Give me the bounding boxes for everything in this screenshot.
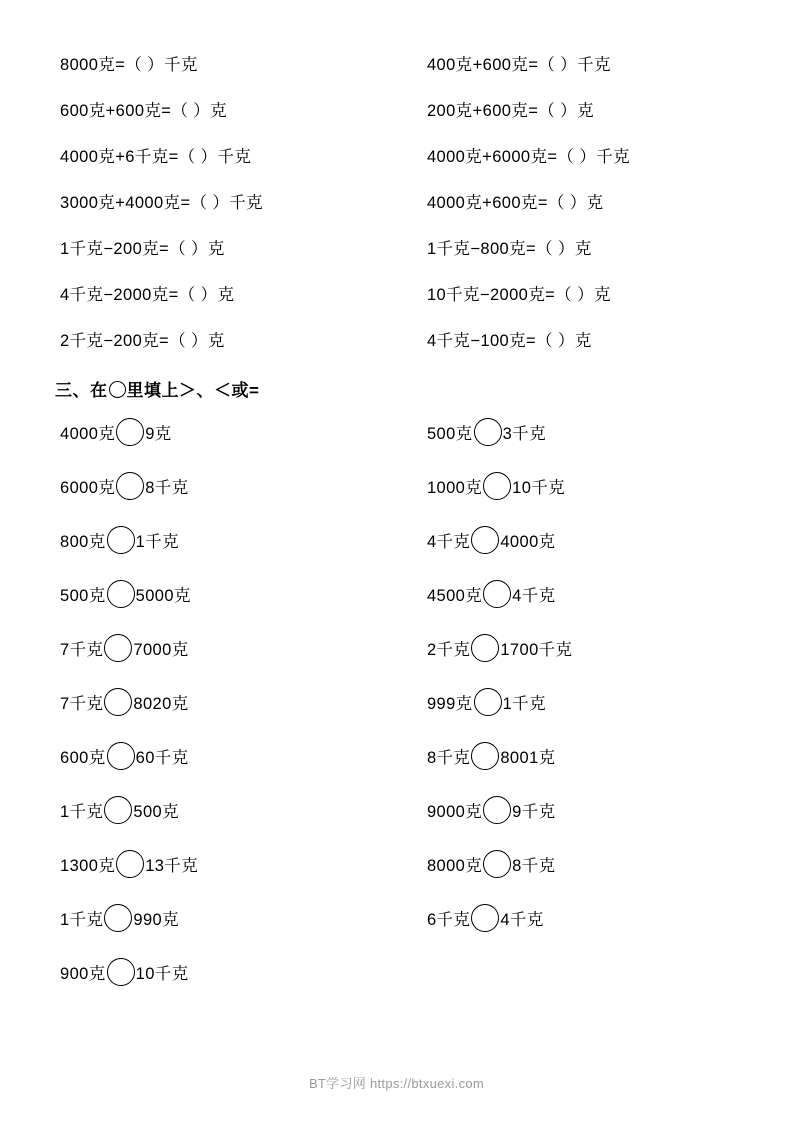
comparison-right-value: 1700千克	[500, 641, 573, 659]
comparison-circle-icon[interactable]	[107, 580, 135, 608]
comparison-right-value: 1千克	[135, 533, 180, 551]
comparison-left-value: 9000克	[426, 803, 483, 821]
comparison-right-value: 60千克	[135, 749, 189, 767]
comparison-item	[55, 688, 426, 716]
comparison-right-value: 1千克	[502, 695, 546, 713]
calculation-row	[55, 146, 738, 168]
calculation-item: 1千克−200克=（ ）克	[60, 240, 225, 258]
calculation-row	[55, 54, 738, 76]
comparison-row	[55, 581, 738, 607]
comparison-left-value: 800克	[60, 533, 106, 551]
section-heading-three	[55, 376, 738, 401]
comparison-item	[426, 526, 738, 554]
comparison-left-value: 6000克	[60, 479, 116, 497]
comparison-item	[426, 472, 738, 500]
comparison-circle-icon[interactable]	[107, 958, 135, 986]
calculation-item: 3000克+4000克=（ ）千克	[60, 194, 264, 212]
footer-watermark: BT学习网 https://btxuexi.com	[308, 1076, 485, 1091]
comparison-item	[55, 796, 426, 824]
comparison-right-value: 10千克	[135, 965, 189, 983]
calculation-row	[55, 100, 738, 122]
comparison-right-value: 8001克	[500, 749, 556, 767]
comparison-left-value: 500克	[426, 425, 473, 443]
comparison-left-value: 500克	[60, 587, 106, 605]
comparison-left-value: 1000克	[426, 479, 483, 497]
comparison-circle-icon[interactable]	[107, 526, 135, 554]
comparison-item	[426, 580, 738, 608]
comparison-left-value: 1300克	[60, 857, 116, 875]
comparison-row	[55, 905, 738, 931]
comparison-item	[55, 958, 426, 986]
comparison-left-value: 8千克	[426, 749, 471, 767]
calculation-row	[55, 284, 738, 306]
circle-icon	[109, 381, 126, 398]
comparison-row	[55, 797, 738, 823]
comparison-circle-icon[interactable]	[104, 904, 132, 932]
comparison-row	[55, 959, 738, 985]
comparison-circle-icon[interactable]	[116, 418, 144, 446]
calculation-item: 4000克+6000克=（ ）千克	[426, 148, 631, 166]
comparison-circle-icon[interactable]	[104, 634, 132, 662]
comparison-right-value: 8千克	[512, 857, 556, 875]
calculation-item: 8000克=（ ）千克	[60, 56, 198, 74]
comparison-right-value: 7000克	[133, 641, 189, 659]
comparison-row	[55, 851, 738, 877]
comparison-left-value: 4千克	[426, 533, 471, 551]
section-heading-suffix: 里填上＞、＜或=	[126, 381, 260, 400]
comparison-right-value: 10千克	[512, 479, 566, 497]
calculation-item: 4千克−100克=（ ）克	[426, 332, 592, 350]
comparison-row	[55, 689, 738, 715]
calculation-item: 1千克−800克=（ ）克	[426, 240, 592, 258]
comparison-left-value: 8000克	[426, 857, 483, 875]
comparison-circle-icon[interactable]	[104, 796, 132, 824]
comparison-item	[55, 418, 426, 446]
section-heading-prefix: 三、在	[55, 381, 108, 400]
comparison-circle-icon[interactable]	[471, 526, 499, 554]
comparison-item	[426, 850, 738, 878]
comparison-right-value: 4000克	[500, 533, 556, 551]
comparison-left-value: 7千克	[60, 695, 104, 713]
calculation-item: 400克+600克=（ ）千克	[426, 56, 611, 74]
comparison-item	[426, 796, 738, 824]
calculation-item: 4千克−2000克=（ ）克	[60, 286, 235, 304]
comparison-left-value: 1千克	[60, 803, 104, 821]
calculation-item: 2千克−200克=（ ）克	[60, 332, 225, 350]
comparison-left-value: 900克	[60, 965, 106, 983]
comparison-right-value: 8020克	[133, 695, 189, 713]
comparison-row	[55, 527, 738, 553]
comparison-circle-icon[interactable]	[116, 472, 144, 500]
comparison-right-value: 500克	[133, 803, 180, 821]
calculation-row	[55, 192, 738, 214]
comparison-circle-icon[interactable]	[483, 580, 511, 608]
comparison-circle-icon[interactable]	[471, 634, 499, 662]
comparison-left-value: 2千克	[426, 641, 471, 659]
comparison-left-value: 4000克	[60, 425, 116, 443]
comparison-right-value: 990克	[133, 911, 180, 929]
comparison-left-value: 6千克	[426, 911, 471, 929]
comparison-item	[55, 580, 426, 608]
comparison-item	[55, 526, 426, 554]
comparison-left-value: 999克	[426, 695, 473, 713]
comparison-right-value: 4千克	[512, 587, 556, 605]
comparison-right-value: 9千克	[512, 803, 556, 821]
comparison-item	[426, 742, 738, 770]
calculation-item: 4000克+6千克=（ ）千克	[60, 148, 252, 166]
comparison-circle-icon[interactable]	[483, 850, 511, 878]
comparison-section	[55, 419, 738, 985]
comparison-item	[55, 742, 426, 770]
comparison-left-value: 4500克	[426, 587, 483, 605]
calculation-row	[55, 238, 738, 260]
comparison-circle-icon[interactable]	[474, 688, 502, 716]
comparison-circle-icon[interactable]	[104, 688, 132, 716]
calculation-section	[55, 54, 738, 352]
comparison-circle-icon[interactable]	[107, 742, 135, 770]
comparison-right-value: 8千克	[145, 479, 189, 497]
comparison-row	[55, 419, 738, 445]
comparison-item	[426, 634, 738, 662]
calculation-item: 200克+600克=（ ）克	[426, 102, 594, 120]
comparison-circle-icon[interactable]	[471, 904, 499, 932]
calculation-item: 4000克+600克=（ ）克	[426, 194, 604, 212]
comparison-item	[426, 904, 738, 932]
comparison-circle-icon[interactable]	[116, 850, 144, 878]
comparison-left-value: 600克	[60, 749, 106, 767]
comparison-right-value: 9克	[145, 425, 172, 443]
comparison-item	[55, 472, 426, 500]
calculation-item: 10千克−2000克=（ ）克	[426, 286, 611, 304]
comparison-item	[55, 904, 426, 932]
comparison-left-value: 1千克	[60, 911, 104, 929]
comparison-item	[426, 418, 738, 446]
comparison-row	[55, 635, 738, 661]
comparison-right-value: 13千克	[145, 857, 199, 875]
comparison-item	[55, 634, 426, 662]
comparison-right-value: 4千克	[500, 911, 544, 929]
comparison-circle-icon[interactable]	[471, 742, 499, 770]
calculation-row	[55, 330, 738, 352]
comparison-row	[55, 473, 738, 499]
comparison-item	[426, 688, 738, 716]
comparison-circle-icon[interactable]	[474, 418, 502, 446]
comparison-left-value: 7千克	[60, 641, 104, 659]
comparison-circle-icon[interactable]	[483, 796, 511, 824]
comparison-circle-icon[interactable]	[483, 472, 511, 500]
calculation-item: 600克+600克=（ ）克	[60, 102, 228, 120]
comparison-right-value: 5000克	[135, 587, 191, 605]
comparison-row	[55, 743, 738, 769]
comparison-right-value: 3千克	[502, 425, 546, 443]
comparison-item	[55, 850, 426, 878]
